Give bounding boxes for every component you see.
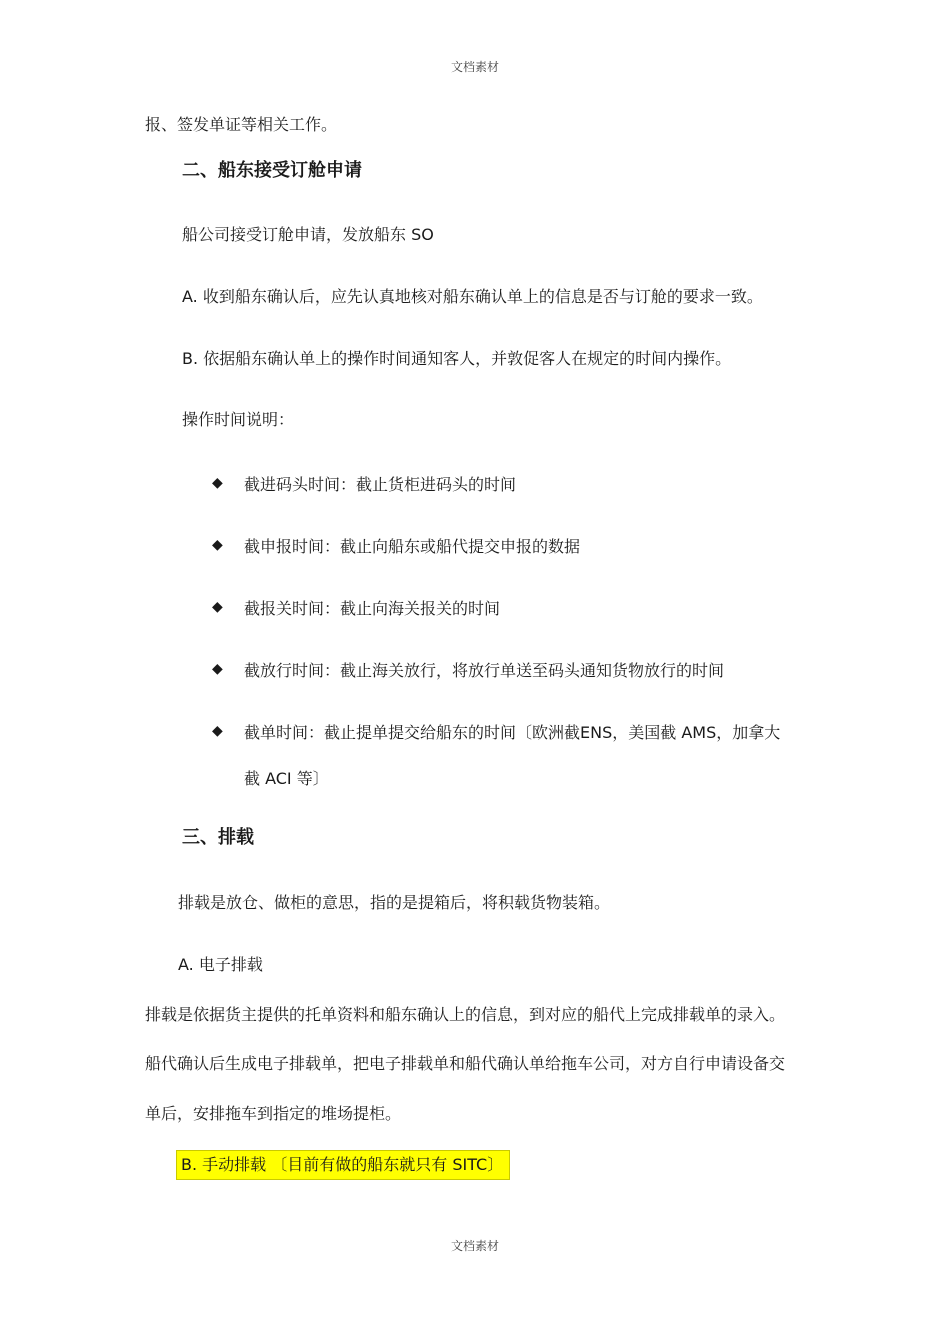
paragraph-line: 排载是依据货主提供的托单资料和船东确认上的信息，到对应的船代上完成排载单的录入。: [145, 1005, 786, 1024]
page-header: 文档素材: [450, 60, 499, 74]
paragraph-line: 单后，安排拖车到指定的堆场提柜。: [145, 1104, 402, 1123]
section-heading-3: 三、排载: [182, 827, 254, 848]
diamond-bullet-icon: ◆: [212, 661, 223, 677]
continued-line: 报、签发单证等相关工作。: [145, 115, 338, 134]
diamond-bullet-icon: ◆: [212, 723, 223, 739]
page-footer: 文档素材: [450, 1239, 499, 1253]
section3-intro: 排载是放仓、做柜的意思，指的是提箱后，将积载货物装箱。: [178, 893, 611, 912]
bullet-item: 截申报时间：截止向船东或船代提交申报的数据: [244, 537, 581, 556]
diamond-bullet-icon: ◆: [212, 599, 223, 615]
bullet-item: 截放行时间：截止海关放行，将放行单送至码头通知货物放行的时间: [244, 661, 725, 680]
section2-intro: 船公司接受订舱申请，发放船东 SO: [182, 225, 434, 244]
diamond-bullet-icon: ◆: [212, 475, 223, 491]
section-heading-2: 二、船东接受订舱申请: [182, 160, 362, 181]
section2-item-b: B. 依据船东确认单上的操作时间通知客人，并敦促客人在规定的时间内操作。: [182, 349, 732, 368]
bullet-item: 截进码头时间：截止货柜进码头的时间: [244, 475, 517, 494]
time-label: 操作时间说明：: [182, 410, 295, 429]
bullet-item-continued: 截 ACI 等〕: [244, 769, 329, 788]
highlighted-item-b: B. 手动排载 〔目前有做的船东就只有 SITC〕: [176, 1150, 510, 1180]
section2-item-a: A. 收到船东确认后，应先认真地核对船东确认单上的信息是否与订舱的要求一致。: [182, 287, 763, 306]
bullet-item: 截报关时间：截止向海关报关的时间: [244, 599, 501, 618]
diamond-bullet-icon: ◆: [212, 537, 223, 553]
paragraph-line: 船代确认后生成电子排载单，把电子排载单和船代确认单给拖车公司，对方自行申请设备交: [145, 1054, 786, 1073]
bullet-item: 截单时间：截止提单提交给船东的时间〔欧洲截ENS，美国截 AMS，加拿大: [244, 723, 781, 742]
section3-item-a: A. 电子排载: [178, 955, 263, 974]
